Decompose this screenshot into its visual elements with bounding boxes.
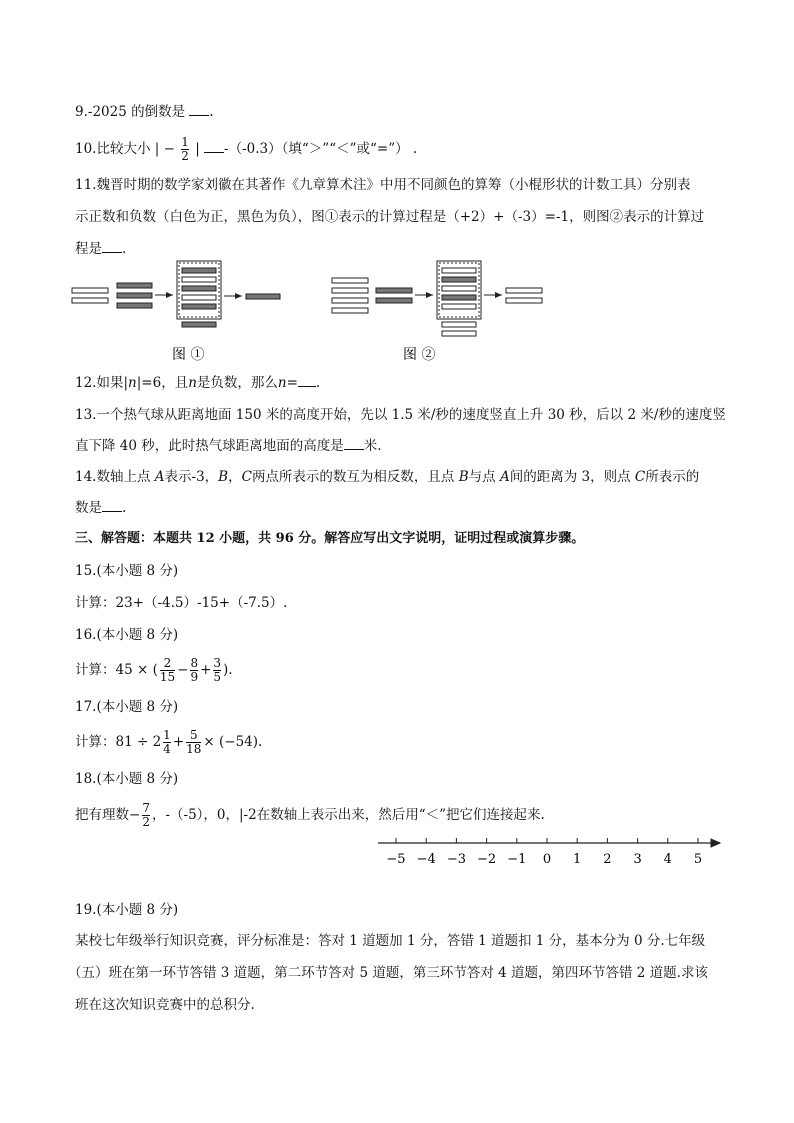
white-rod [332,278,368,283]
question-16-head: 16.(本小题 8 分) [75,627,179,643]
question-11-line1: 11.魏晋时期的数学家刘徽在其著作《九章算术注》中用不同颜色的算筹（小棍形状的计数工具）分别表 [75,177,691,193]
question-16-body: 计算：45 × ( $\frac{2}{15}$ − $\frac{8}{9}$ + $\frac{3}{5}$ ). [75,656,233,684]
question-17-head: 17.(本小题 8 分) [75,699,179,715]
black-rod [376,298,412,303]
black-rod [182,268,216,273]
counting-rods-figures [60,255,580,370]
number-line [370,835,730,875]
black-rod [117,283,152,288]
white-rod [442,268,476,273]
question-19-line3: 班在这次知识竞赛中的总积分. [75,997,255,1013]
white-rod [332,308,368,313]
black-rod [442,295,476,300]
black-rod [182,322,216,327]
question-13-line1: 13.一个热气球从距离地面 150 米的高度开始，先以 1.5 米/秒的速度竖直上升 30 秒，后以 2 米/秒的速度竖 [75,407,726,423]
tick-label: −5 [386,852,406,867]
question-18-head: 18.(本小题 8 分) [75,771,179,787]
tick-label: 2 [603,852,612,867]
black-rod [182,304,216,309]
question-14-line1: 14.数轴上点 A表示-3，B，C两点所表示的数互为相反数，且点 B与点 A间的距离为 3，则点 C所表示的 [75,469,700,485]
tick-label: −3 [446,852,466,867]
black-rod [182,286,216,291]
question-19-line2: （五）班在第一环节答错 3 道题，第二环节答对 5 道题，第三环节答对 4 道题，第四环节答错 2 道题.求该 [68,965,708,981]
tick-label: −2 [477,852,497,867]
question-18-body: 把有理数− $\frac{7}{2}$ ，-（-5），0，|-2在数轴上表示出来，然后用“＜”把它们连接起来. [75,801,545,829]
white-rod [182,295,216,300]
answer-blank [204,152,224,153]
question-11-line3: 程是 . [75,241,127,257]
tick-label: −4 [416,852,436,867]
question-17-body: 计算：81 ÷ 2 $\frac{1}{4}$ + $\frac{5}{18}$ × (−54). [75,728,263,756]
white-rod [332,298,368,303]
question-10: 10.比较大小 | − $\frac{1}{2}$ | -（-0.3）（填“＞”“＜”或“=”） . [75,135,418,163]
answer-blank [189,115,209,116]
white-rod [442,322,476,327]
figure-2 [332,261,542,363]
black-rod [442,277,476,282]
tick-label: 1 [573,852,582,867]
tick-label: 4 [663,852,672,867]
white-rod [442,304,476,309]
fig1-label: 图 ① [172,347,205,363]
question-19-head: 19.(本小题 8 分) [75,902,179,918]
white-rod [332,288,368,293]
tick-label: 3 [633,852,642,867]
black-rod [117,303,152,308]
tick-label: −1 [507,852,527,867]
white-rod [182,277,216,282]
fig2-label: 图 ② [403,347,436,363]
tick-label: 0 [542,852,552,867]
tick-label: 5 [693,852,703,867]
black-rod [376,288,412,293]
question-15-body: 计算：23+（-4.5）-15+（-7.5）. [75,595,288,611]
white-rod [72,288,108,293]
question-13-line2: 直下降 40 秒，此时热气球距离地面的高度是 米. [75,438,382,454]
black-rod [117,293,152,298]
question-12: 12.如果|n|=6，且n是负数，那么n= . [75,375,321,391]
section-3-heading: 三、解答题：本题共 12 小题，共 96 分。解答应写出文字说明，证明过程或演算步骤。 [75,531,585,546]
question-11-line2: 示正数和负数（白色为正，黑色为负），图①表示的计算过程是（+2）+（-3）=-1，则图②表示的计算过 [75,209,705,225]
white-rod [506,298,542,303]
white-rod [442,331,476,336]
question-19-line1: 某校七年级举行知识竞赛，评分标准是：答对 1 道题加 1 分，答错 1 道题扣 1 分，基本分为 0 分.七年级 [75,933,706,949]
white-rod [506,288,542,293]
white-rod [72,298,108,303]
question-9: 9.-2025 的倒数是 . [75,104,214,120]
question-14-line2: 数是 . [75,500,127,516]
question-15-head: 15.(本小题 8 分) [75,563,179,579]
figure-1 [72,261,280,363]
white-rod [442,286,476,291]
fraction-one-half: $\frac{1}{2}$ [181,135,189,163]
black-rod [246,294,280,299]
